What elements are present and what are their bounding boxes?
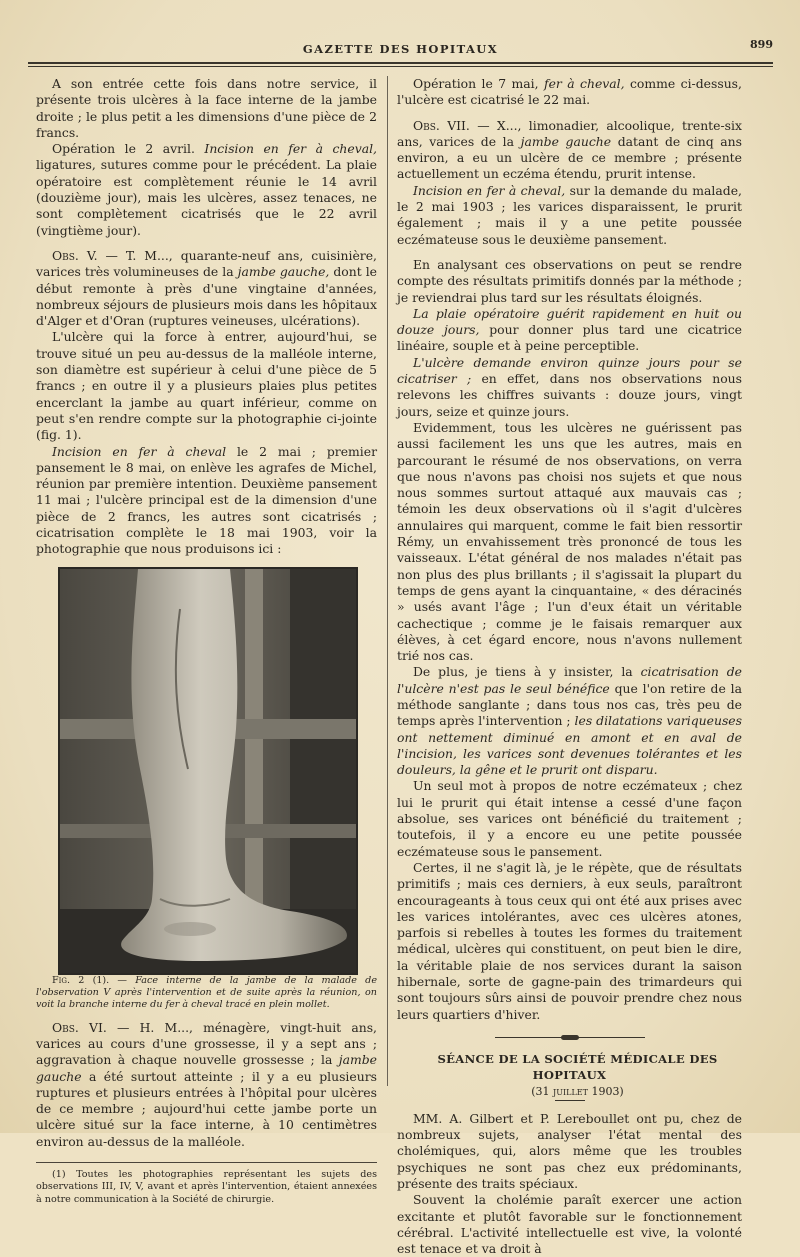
paragraph: Un seul mot à propos de notre eczémateux ; chez lui le prurit qui était intense a cessé d'une façon absolue, ses varices ont bénéficié du traitement ; toutefois, il y a encore eu une petite poussée eczémateuse sous le pansement. bbox=[397, 778, 742, 859]
paragraph: Incision en fer à cheval le 2 mai ; premier pansement le 8 mai, on enlève les agrafes de Michel, réunion par première intention. Deuxième pansement 11 mai ; l'ulcère principal est de la dimension d'une pièce de 2 francs, les autres sont cicatrisés ; cicatrisation complète le 18 mai 1903, voir la photographie que nous produisons ici : bbox=[36, 443, 377, 557]
paragraph: MM. A. Gilbert et P. Lereboullet ont pu, chez de nombreux sujets, analyser l'état mental des cholémiques, qui, alors même que les troubles psychiques ne sont pas chez eux prédominants, présente des traits spéciaux. bbox=[397, 1110, 742, 1191]
short-rule bbox=[555, 1100, 585, 1101]
paragraph: Evidemment, tous les ulcères ne guérissent pas aussi facilement les uns que les autres, mais en parcourant le résumé de nos observations, on verra que nous n'avons pas choisi nos sujets et que nous nous sommes surtout attaqué aux mauvais cas ; témoin les deux observations où il s'agit d'ulcères annulaires qui marquent, comme le fait bien ressortir Rémy, un envahissement très prononcé de tous les vaisseaux. L'état général de nos malades n'était pas non plus des plus brillants ; il s'agissait la plupart du temps de gens ayant la cinquantaine, « des déracinés » usés avant l'âge ; l'un d'eux était un véritable cachectique ; comme je le faisais remarquer aux élèves, à cet égard encore, nous n'avons nullement trié nos cas. bbox=[397, 419, 742, 664]
journal-title: GAZETTE DES HOPITAUX bbox=[302, 42, 499, 56]
section-separator bbox=[495, 1035, 645, 1041]
paragraph: Opération le 7 mai, fer à cheval, comme ci-dessus, l'ulcère est cicatrisé le 22 mai. bbox=[397, 76, 742, 108]
leg-photograph bbox=[58, 567, 358, 975]
paragraph: L'ulcère demande environ quinze jours pour se cicatriser ; en effet, dans nos observations nous relevons les chiffres suivants : douze jours, vingt jours, seize et quinze jours. bbox=[397, 354, 743, 419]
section-title: SÉANCE DE LA SOCIÉTÉ MÉDICALE DES HOPITAUX bbox=[437, 1051, 718, 1083]
paragraph: L'ulcère qui la force à entrer, aujourd'hui, se trouve situé un peu au-dessus de la malléole interne, son diamètre est supérieur à celui d'une pièce de 5 francs ; en outre il y a plusieurs plaies plus petites encerclant la jambe au quart inférieur, comme on peut s'en rendre compte sur la photographie ci-jointe (fig. 1). bbox=[36, 329, 377, 443]
footnote: (1) Toutes les photographies représentant les sujets des observations III, IV, V, avant et après l'intervention, étaient annexées à notre communication à la Société de chirurgie. bbox=[36, 1168, 377, 1205]
observation-7: Obs. VII. — X..., limonadier, alcoolique, trente-six ans, varices de la jambe gauche datant de cinq ans environ, a eu un ulcère de ce membre ; présente actuellement un eczéma étendu, prurit intense. bbox=[397, 117, 742, 182]
left-column bbox=[36, 76, 377, 1206]
footnote-rule bbox=[36, 1162, 377, 1163]
header-rule-thin bbox=[28, 66, 773, 67]
paragraph: A son entrée cette fois dans notre service, il présente trois ulcères à la face interne de la jambe droite ; le plus petit a les dimensions d'une pièce de 2 francs. bbox=[36, 76, 377, 140]
paragraph: Certes, il ne s'agit là, je le répète, que de résultats primitifs ; mais ces derniers, à eux seuls, paraîtront encourageants à tous ceux qui ont été aux prises avec les varices intolérantes, avec ces ulcères atones, parfois si rebelles à toutes les formes du traitement médical, ulcères qui constituent, on peut bien le dire, la véritable plaie de nos services durant la saison hibernale, sorte de gagne-pain des trimardeurs qui sont toujours sûrs ainsi de pouvoir prendre chez nous leurs quartiers d'hiver. bbox=[397, 859, 742, 1022]
header-rule-thick bbox=[28, 62, 773, 64]
figure-caption: Fig. 2 (1). — Face interne de la jambe de la malade de l'observation V après l'intervention et de suite après la réunion, on voit la branche interne du fer à cheval tracé en plein mollet. bbox=[36, 974, 377, 1010]
observation-6: Obs. VI. — H. M..., ménagère, vingt-huit ans, varices au cours d'une grossesse, il y a sept ans ; aggravation à chaque nouvelle grossesse ; la jambe gauche a été surtout atteinte ; il y a eu plusieurs ruptures et plusieurs entrées à l'hôpital pour ulcères de ce membre ; aujourd'hui cette jambe porte un ulcère situé sur la face interne, à 10 centimètres environ au-dessus de la malléole. bbox=[36, 1019, 377, 1149]
paragraph: En analysant ces observations on peut se rendre compte des résultats primitifs donnés par la méthode ; je reviendrai plus tard sur les résultats éloignés. bbox=[397, 256, 742, 305]
leg-photo-illustration bbox=[60, 569, 356, 973]
page-number: 899 bbox=[750, 38, 773, 51]
paragraph: La plaie opératoire guérit rapidement en huit ou douze jours, pour donner plus tard une cicatrice linéaire, souple et à peine perceptible. bbox=[397, 305, 742, 354]
column-divider bbox=[387, 76, 388, 1086]
observation-5: Obs. V. — T. M..., quarante-neuf ans, cuisinière, varices très volumineuses de la jambe gauche, dont le début remonte à près d'une vingtaine d'années, nombreux séjours de plusieurs mois dans les hôpitaux d'Alger et d'Oran (ruptures veineuses, ulcérations). bbox=[36, 247, 378, 329]
observation-label: Obs. V. bbox=[52, 247, 98, 263]
section-date: (31 juillet 1903) bbox=[531, 1084, 624, 1098]
paragraph: Souvent la cholémie paraît exercer une action excitante et plutôt favorable sur le fonctionnement cérébral. L'activité intellectuelle est vive, la volonté est tenace et va droit à bbox=[397, 1192, 742, 1257]
observation-label: Obs. VI. bbox=[52, 1019, 107, 1035]
right-column bbox=[397, 76, 742, 1257]
paragraph: Opération le 2 avril. Incision en fer à cheval, ligatures, sutures comme pour le précédent. La plaie opératoire est complètement réunie le 14 avril (douzième jour), mais les ulcères, assez tenaces, ne sont complètement cicatrisés que le 22 avril (vingtième jour). bbox=[36, 141, 377, 238]
observation-label: Obs. VII. bbox=[413, 117, 470, 133]
paragraph: Incision en fer à cheval, sur la demande du malade, le 2 mai 1903 ; les varices disparaissent, le prurit également ; mais il y a une petite poussée eczémateuse sous le deuxième pansement. bbox=[397, 182, 742, 247]
paragraph: De plus, je tiens à y insister, la cicatrisation de l'ulcère n'est pas le seul bénéfice que l'on retire de la méthode sanglante ; dans tous nos cas, très peu de temps après l'intervention ; les dilatations variqueuses ont nettement diminué en amont et en aval de l'incision, les varices sont devenues tolérantes et les douleurs, la gêne et le prurit ont disparu. bbox=[397, 664, 742, 778]
page-header bbox=[28, 38, 773, 58]
